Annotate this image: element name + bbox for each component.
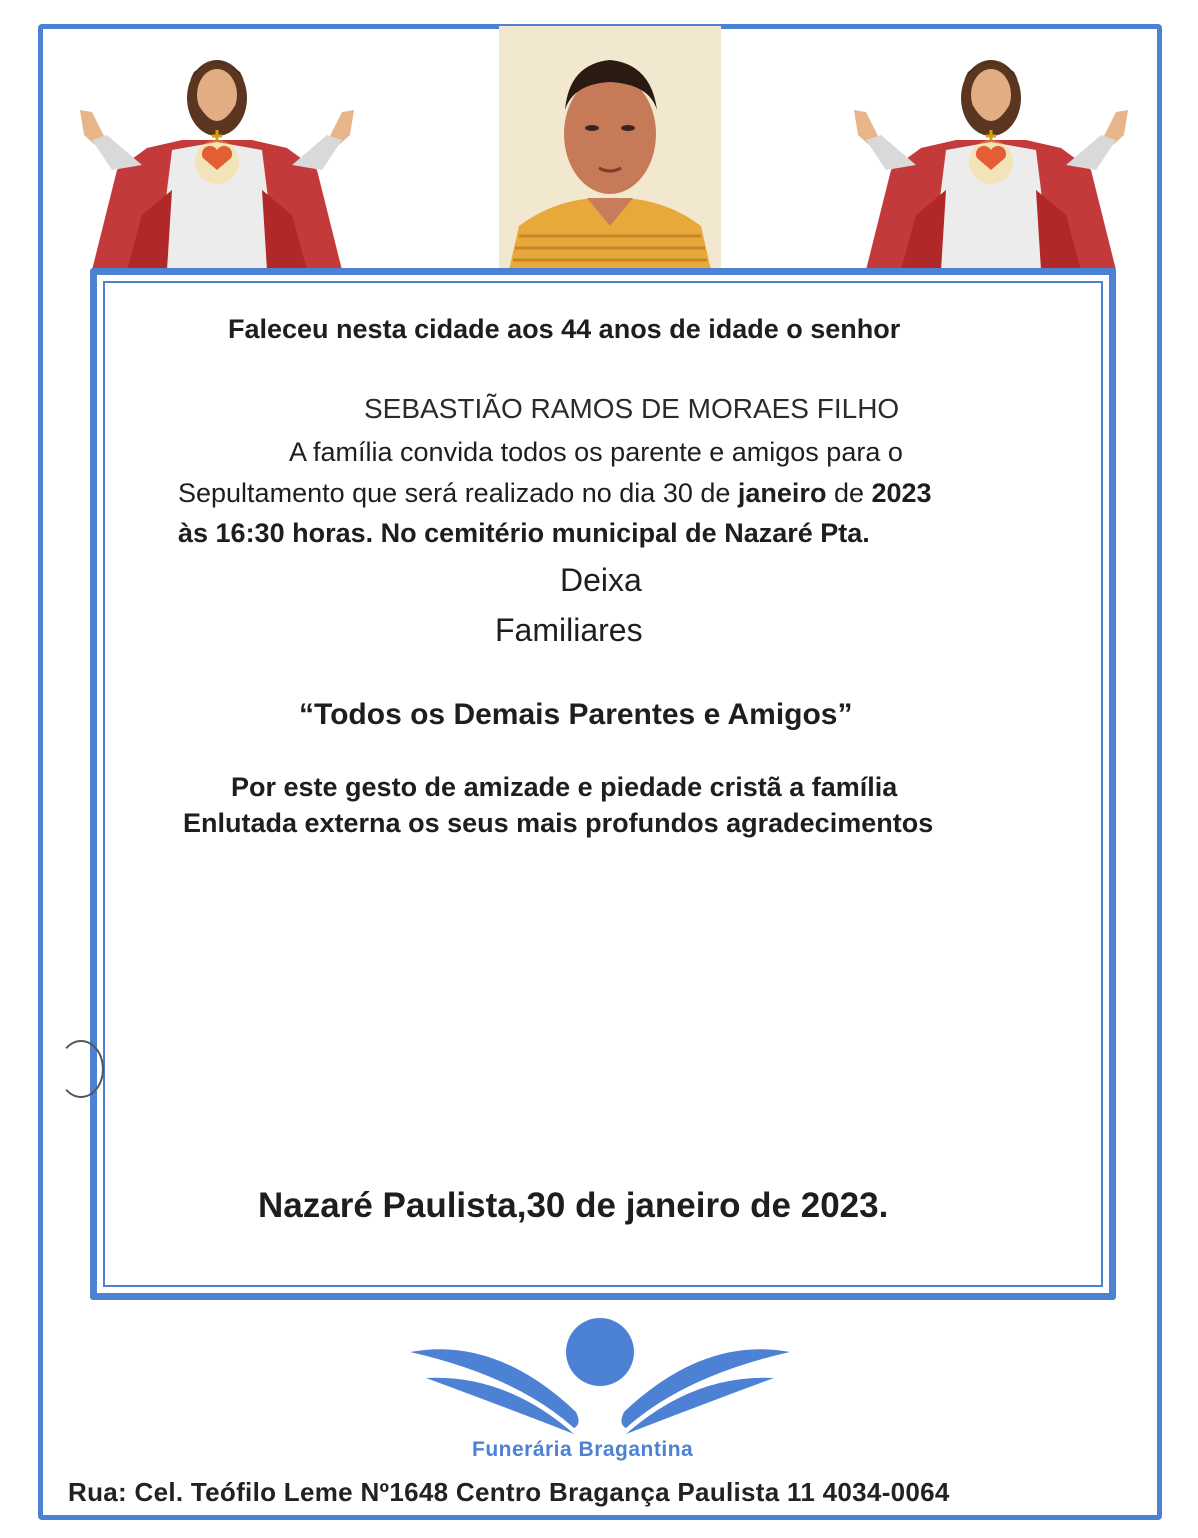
family-invitation: A família convida todos os parente e amigos para o bbox=[289, 437, 903, 467]
burial-prefix: Sepultamento que será realizado no dia 30 de bbox=[178, 478, 738, 508]
leaves-label: Deixa bbox=[560, 562, 642, 598]
death-announcement: Faleceu nesta cidade aos 44 anos de idade o senhor bbox=[228, 314, 901, 344]
burial-month: janeiro bbox=[737, 478, 827, 508]
thanks-line-1: Por este gesto de amizade e piedade cristã a família bbox=[231, 772, 898, 802]
funeral-home-address: Rua: Cel. Teófilo Leme Nº1648 Centro Bragança Paulista 11 4034-0064 bbox=[68, 1477, 950, 1507]
place-date: Nazaré Paulista,30 de janeiro de 2023. bbox=[258, 1186, 889, 1225]
deceased-name: SEBASTIÃO RAMOS DE MORAES FILHO bbox=[364, 393, 900, 424]
burial-year: 2023 bbox=[871, 478, 932, 508]
brand-name: Funerária Bragantina bbox=[472, 1438, 694, 1461]
family-label: Familiares bbox=[495, 612, 643, 648]
deceased-photo bbox=[499, 26, 721, 270]
burial-date-line bbox=[178, 478, 932, 509]
burial-mid: de bbox=[826, 478, 872, 508]
burial-time-place: às 16:30 horas. No cemitério municipal de Nazaré Pta. bbox=[178, 518, 870, 548]
thanks-line-2: Enlutada externa os seus mais profundos agradecimentos bbox=[183, 808, 934, 838]
others-line: “Todos os Demais Parentes e Amigos” bbox=[299, 698, 853, 731]
sacred-heart-image-left bbox=[72, 40, 362, 270]
sacred-heart-image-right bbox=[846, 40, 1136, 270]
funeral-home-logo bbox=[406, 1316, 794, 1444]
scan-punch-mark bbox=[58, 1040, 104, 1098]
